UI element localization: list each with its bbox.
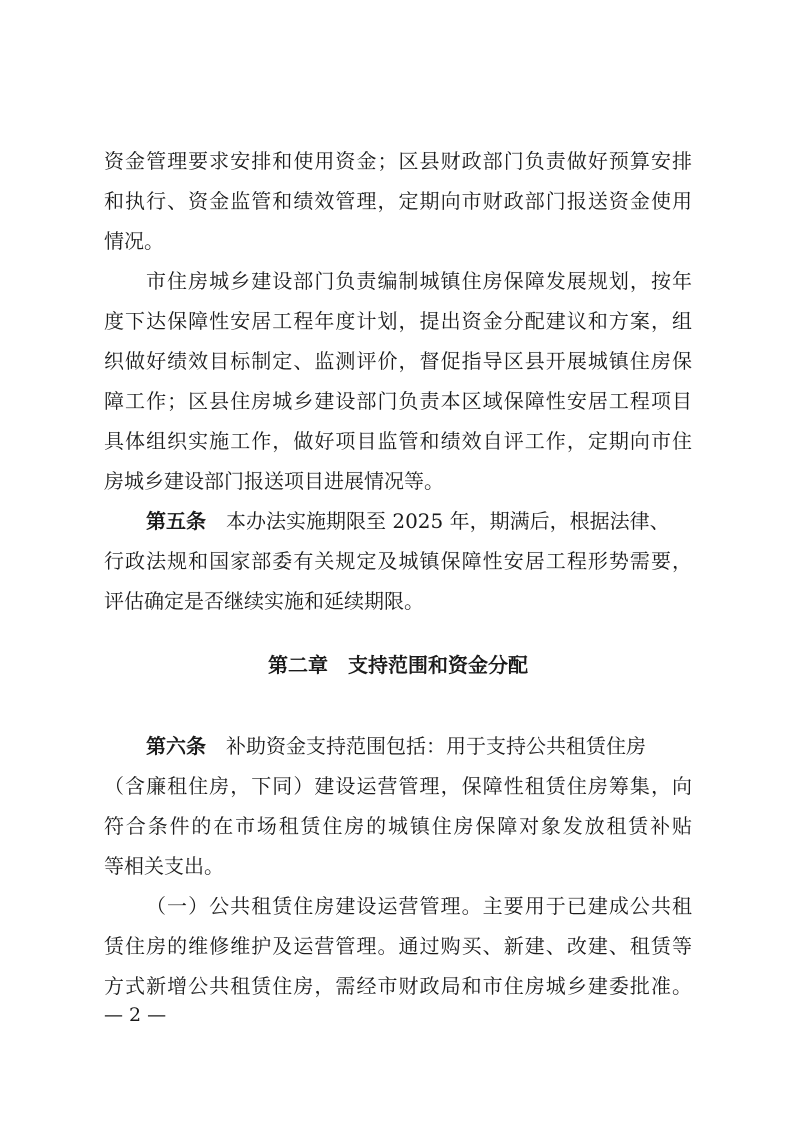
- article-5-label: 第五条: [146, 509, 206, 533]
- paragraph-line: 赁住房的维修维护及运营管理。通过购买、新建、改建、租赁等: [104, 934, 692, 958]
- article-6-text: 补助资金支持范围包括：用于支持公共租赁住房: [226, 734, 646, 758]
- paragraph-line: 织做好绩效目标制定、监测评价，督促指导区县开展城镇住房保: [104, 349, 692, 373]
- page-number: — 2 —: [104, 1004, 167, 1026]
- paragraph-line: 房城乡建设部门报送项目进展情况等。: [104, 469, 444, 493]
- paragraph-line: 障工作；区县住房城乡建设部门负责本区域保障性安居工程项目: [104, 389, 692, 413]
- paragraph-line: 具体组织实施工作，做好项目监管和绩效自评工作，定期向市住: [104, 429, 692, 453]
- paragraph-line: 行政法规和国家部委有关规定及城镇保障性安居工程形势需要，: [104, 549, 692, 573]
- paragraph-line: 情况。: [104, 229, 164, 253]
- paragraph-line: （一）公共租赁住房建设运营管理。主要用于已建成公共租: [146, 894, 692, 918]
- article-5-text: 本办法实施期限至 2025 年，期满后，根据法律、: [226, 509, 670, 533]
- paragraph-line: 符合条件的在市场租赁住房的城镇住房保障对象发放租赁补贴: [104, 814, 692, 838]
- paragraph-line: 和执行、资金监管和绩效管理，定期向市财政部门报送资金使用: [104, 189, 692, 213]
- paragraph-line: 方式新增公共租赁住房，需经市财政局和市住房城乡建委批准。: [104, 974, 692, 998]
- paragraph-line: 度下达保障性安居工程年度计划，提出资金分配建议和方案，组: [104, 309, 692, 333]
- paragraph-line: 市住房城乡建设部门负责编制城镇住房保障发展规划，按年: [146, 269, 692, 293]
- paragraph-line: 评估确定是否继续实施和延续期限。: [104, 589, 424, 613]
- article-6-label: 第六条: [146, 734, 206, 758]
- paragraph-line: 资金管理要求安排和使用资金；区县财政部门负责做好预算安排: [104, 149, 692, 173]
- article-5-first-line: [146, 508, 692, 534]
- article-6-first-line: [146, 733, 692, 759]
- paragraph-line: （含廉租住房，下同）建设运营管理，保障性租赁住房筹集，向: [104, 774, 692, 798]
- paragraph-line: 等相关支出。: [104, 854, 224, 878]
- chapter-heading: 第二章 支持范围和资金分配: [268, 653, 528, 677]
